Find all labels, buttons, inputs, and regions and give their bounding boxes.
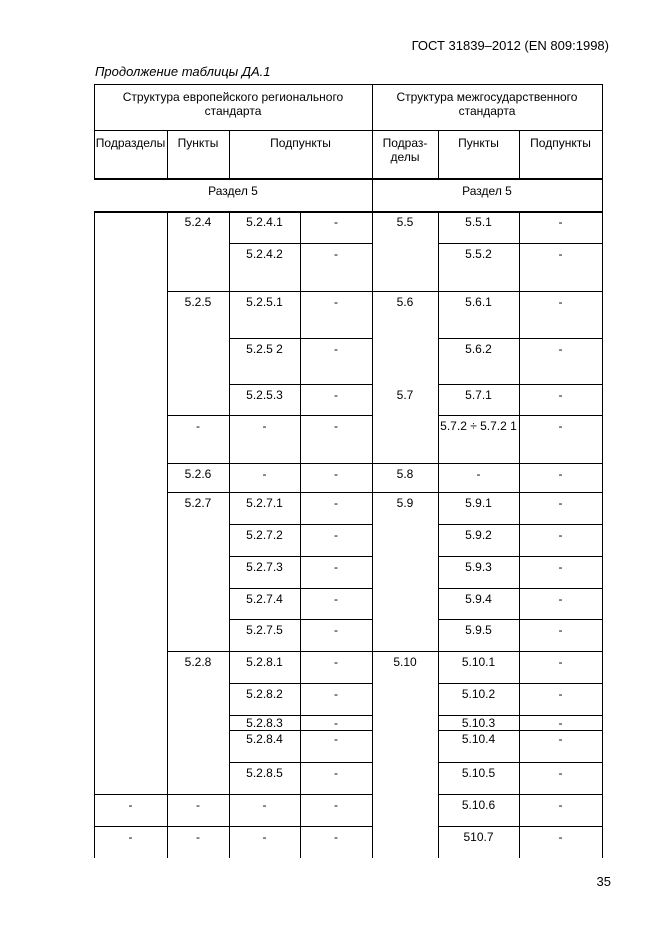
table-cell: 5.2.8.2	[246, 687, 283, 701]
table-rule	[229, 619, 372, 620]
table-cell: 5.2.7	[184, 496, 212, 510]
table-cell: -	[334, 419, 338, 433]
table-rule	[167, 492, 602, 493]
table-rule	[438, 794, 602, 795]
table-cell: 510.7	[463, 830, 494, 844]
table-cell: -	[196, 419, 200, 433]
table-cell: 5.2.7.5	[246, 623, 283, 637]
table-cell: 5.10.1	[461, 655, 496, 669]
table-rule	[229, 556, 372, 557]
table-rule	[438, 338, 602, 339]
table-cell: -	[196, 830, 200, 844]
column-header: Подраз-делы	[382, 136, 428, 164]
table-rule	[438, 384, 602, 385]
table-cell: -	[334, 716, 338, 730]
table-cell: -	[262, 798, 267, 812]
table-cell: 5.10.2	[461, 687, 496, 701]
table-cell: 5.6.2	[465, 342, 492, 356]
table-cell: -	[558, 419, 563, 433]
table-rule	[229, 384, 372, 385]
table-cell: 5.2.5.1	[246, 295, 283, 309]
table-cell: 5.9.3	[465, 560, 492, 574]
table-cell: 5.5.2	[465, 247, 492, 261]
table-cell: -	[334, 623, 338, 637]
table-cell: -	[334, 295, 338, 309]
table-cell: -	[334, 528, 338, 542]
table-cell: -	[334, 247, 338, 261]
table-cell: -	[128, 830, 133, 844]
table-rule	[438, 556, 602, 557]
column-header: Подпункты	[270, 136, 331, 150]
table-cell: 5.9.2	[465, 528, 492, 542]
table-cell: 5.9	[396, 496, 414, 510]
table-rule	[229, 730, 372, 731]
table-rule	[94, 178, 602, 180]
table-cell: 5.10.4	[461, 732, 496, 746]
table-cell: 5.2.8.1	[246, 655, 283, 669]
table-cell: 5.2.5 2	[246, 342, 283, 356]
table-rule	[167, 463, 602, 464]
table-cell: -	[558, 528, 563, 542]
table-cell: -	[334, 830, 338, 844]
table-rule	[94, 211, 602, 213]
table-cell: 5.2.7.1	[246, 496, 283, 510]
table-cell: 5.10.3	[461, 716, 496, 730]
table-rule	[229, 588, 372, 589]
table-cell: -	[558, 716, 563, 730]
table-cell: -	[558, 215, 563, 229]
table-cell: -	[334, 467, 338, 481]
table-cell: 5.10.6	[461, 798, 496, 812]
table-cell: -	[476, 467, 481, 481]
table-cell: -	[334, 687, 338, 701]
table-cell: 5.7	[396, 388, 414, 402]
document-header: ГОСТ 31839–2012 (EN 809:1998)	[411, 38, 609, 53]
table-cell: 5.2.4	[184, 215, 212, 229]
table-cell: -	[334, 388, 338, 402]
table-rule	[438, 524, 602, 525]
table-cell: -	[558, 388, 563, 402]
table-rule	[438, 415, 602, 416]
table-cell: -	[558, 687, 563, 701]
table-cell: -	[558, 247, 563, 261]
table-cell: -	[334, 215, 338, 229]
table-cell: 5.2.8.4	[246, 732, 283, 746]
table-cell: -	[558, 295, 563, 309]
table-rule	[229, 683, 372, 684]
table-rule	[94, 794, 372, 795]
table-cell: -	[558, 592, 563, 606]
table-cell: 5.9.1	[465, 496, 492, 510]
table-cell: 5.2.5	[184, 295, 212, 309]
table-cell: -	[334, 732, 338, 746]
table-cell: 5.9.4	[465, 592, 492, 606]
section-label: Раздел 5	[462, 184, 512, 198]
table-rule	[438, 619, 602, 620]
table-cell: 5.10.5	[461, 766, 496, 780]
table-cell: -	[334, 342, 338, 356]
table-cell: 5.10	[393, 655, 417, 669]
table-rule	[229, 524, 372, 525]
table-rule	[602, 211, 603, 858]
table-cell: 5.2.7.2	[246, 528, 283, 542]
table-cell: 5.2.7.3	[246, 560, 283, 574]
table-rule	[438, 243, 602, 244]
table-caption: Продолжение таблицы ДА.1	[95, 64, 271, 79]
table-cell: 5.2.4.1	[246, 215, 283, 229]
table-rule	[94, 84, 602, 85]
table-cell: -	[196, 798, 200, 812]
table-rule	[438, 826, 602, 827]
table-cell: -	[334, 766, 338, 780]
table-cell: 5.6	[396, 295, 414, 309]
table-rule	[438, 588, 602, 589]
table-rule	[438, 683, 602, 684]
table-cell: 5.8	[396, 467, 414, 481]
table-cell: -	[558, 766, 563, 780]
table-cell: -	[262, 830, 267, 844]
table-cell: -	[262, 467, 267, 481]
column-header: Подпункты	[530, 136, 591, 150]
column-header: Подразделы	[95, 136, 166, 150]
table-rule	[438, 762, 602, 763]
section-label: Раздел 5	[208, 184, 258, 198]
table-cell: -	[558, 496, 563, 510]
table-cell: 5.2.8	[184, 655, 212, 669]
table-cell: -	[558, 467, 563, 481]
table-cell: 5.7.1	[465, 388, 492, 402]
table-cell: 5.2.8.3	[246, 716, 283, 730]
table-cell: 5.6.1	[465, 295, 492, 309]
table-cell: 5.9.5	[465, 623, 492, 637]
table-rule	[438, 730, 602, 731]
table-rule	[229, 338, 372, 339]
group-header-eu: Структура европейского регионального стандарта	[122, 90, 344, 118]
table-cell: -	[334, 496, 338, 510]
table-cell: -	[128, 798, 133, 812]
table-cell: -	[334, 592, 338, 606]
page-number: 35	[596, 874, 611, 889]
table-rule	[229, 243, 372, 244]
table-cell: -	[558, 342, 563, 356]
table-cell: 5.7.2 ÷ 5.7.2 1	[440, 419, 517, 433]
table-rule	[94, 211, 95, 858]
table-cell: 5.2.7.4	[246, 592, 283, 606]
table-cell: -	[558, 623, 563, 637]
table-rule	[602, 84, 603, 211]
table-cell: -	[558, 798, 563, 812]
table-cell: -	[262, 419, 267, 433]
table-cell: 5.2.5.3	[246, 388, 283, 402]
table-cell: -	[334, 798, 338, 812]
table-cell: -	[334, 655, 338, 669]
table-cell: -	[558, 560, 563, 574]
table-cell: 5.5.1	[465, 215, 492, 229]
table-rule	[229, 762, 372, 763]
table-cell: -	[558, 655, 563, 669]
table-cell: 5.2.6	[184, 467, 212, 481]
column-header: Пункты	[177, 136, 219, 150]
table-cell: -	[558, 830, 563, 844]
table-cell: 5.2.4.2	[246, 247, 283, 261]
table-rule	[167, 291, 602, 292]
table-rule	[94, 826, 372, 827]
table-rule	[167, 651, 602, 652]
table-rule	[167, 415, 372, 416]
table-rule	[94, 130, 602, 131]
table-cell: -	[334, 560, 338, 574]
column-header: Пункты	[458, 136, 499, 150]
table-cell: 5.2.8.5	[246, 766, 283, 780]
table-cell: -	[558, 732, 563, 746]
group-header-int: Структура межгосударственного стандарта	[396, 90, 578, 118]
table-cell: 5.5	[396, 215, 414, 229]
